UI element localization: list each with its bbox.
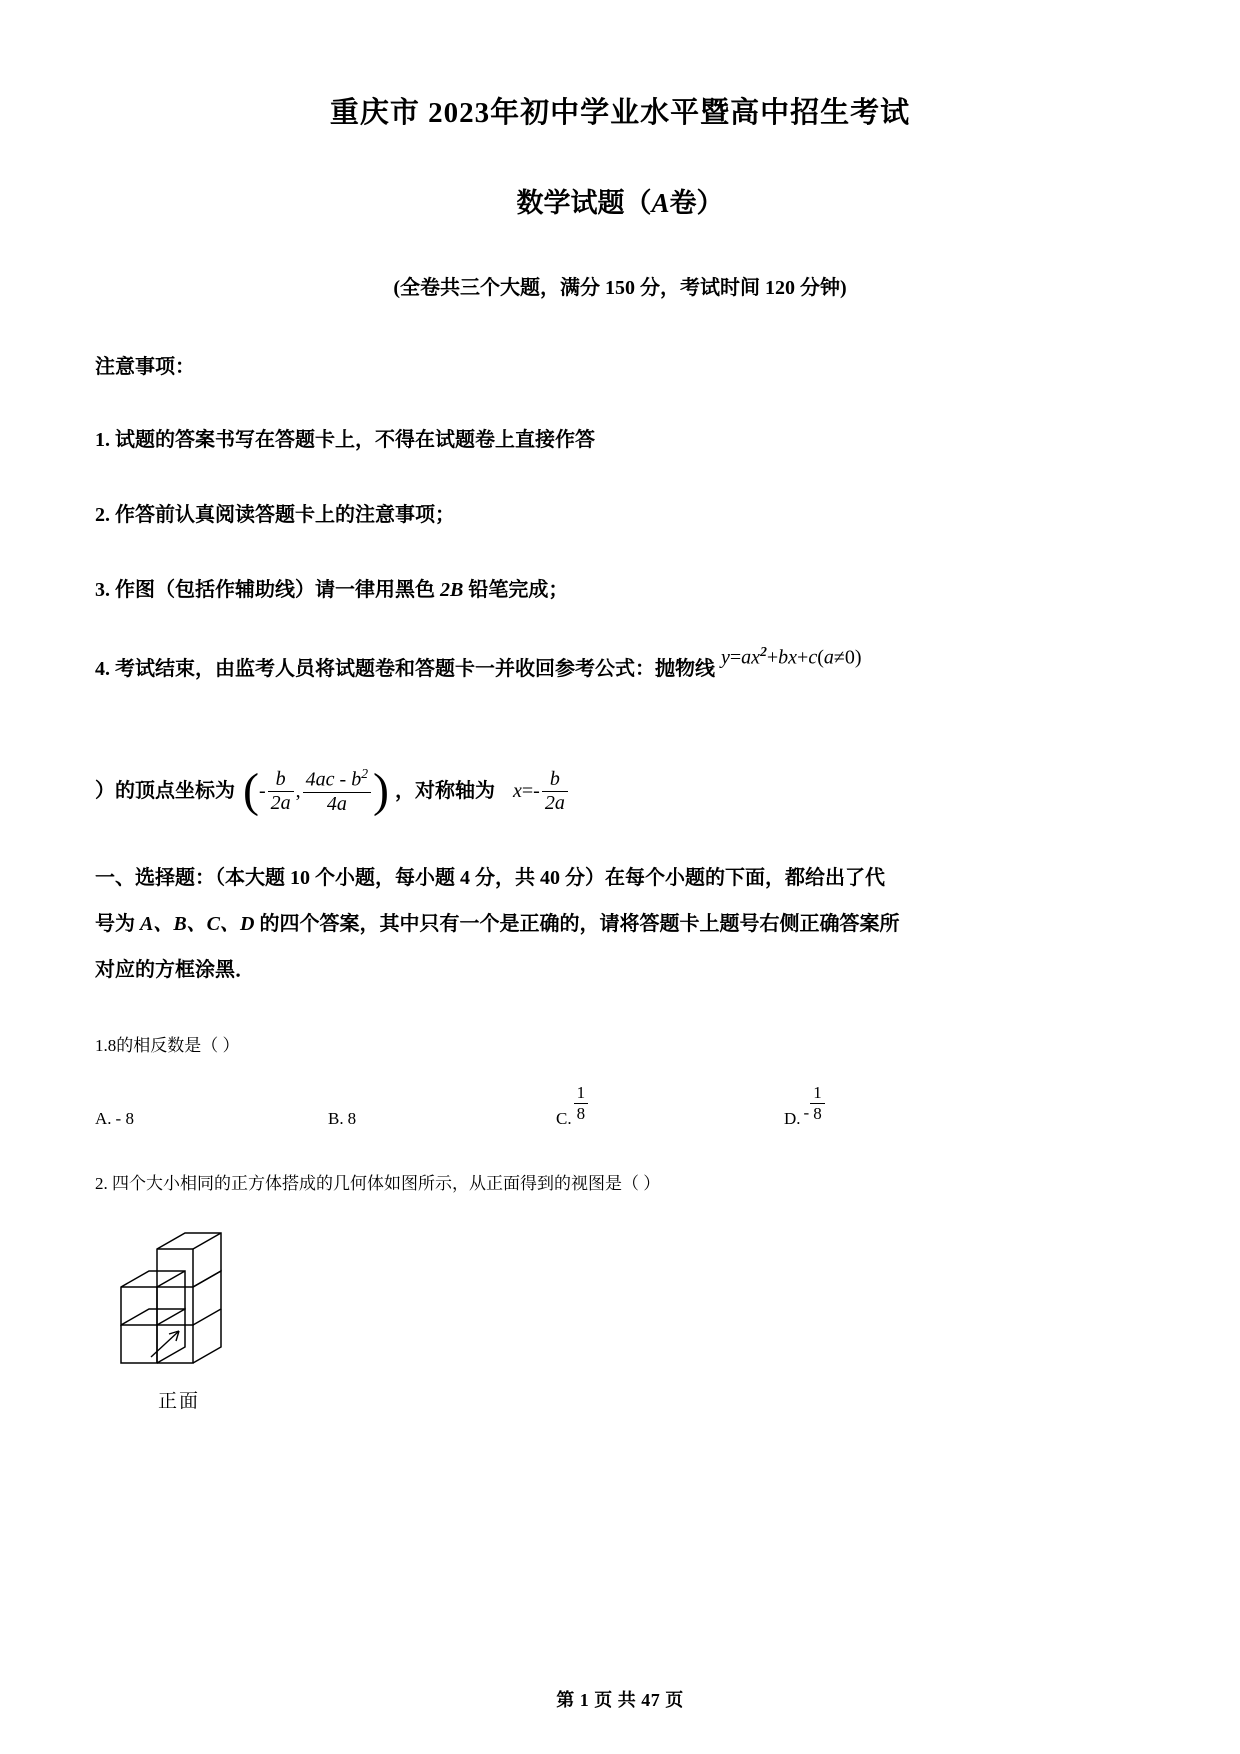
option-b-value: 8	[347, 1109, 357, 1129]
subtitle-suffix: 卷）	[669, 187, 724, 218]
question-2-stem	[95, 1171, 1145, 1197]
option-c-label: C.	[556, 1109, 572, 1129]
formula-a: a	[741, 646, 752, 669]
notice-item-1-text: 试题的答案书写在答题卡上，不得在试题卷上直接作答	[115, 429, 595, 452]
question-1-text: 8的相反数是（ ）	[107, 1035, 240, 1055]
formula-y: y	[721, 646, 730, 669]
notice-item-3-number: 3.	[95, 579, 110, 602]
option-c-numerator: 1	[574, 1084, 589, 1104]
formula-x-2: x	[788, 646, 798, 669]
formula-close-paren: )	[854, 646, 862, 669]
page-title: 重庆市 2023年初中学业水平暨高中招生考试	[329, 97, 911, 129]
notice-item-3-text-after: 铅笔完成；	[463, 579, 569, 602]
subtitle-prefix: 数学试题（	[516, 187, 652, 218]
formula-equals: =	[729, 646, 742, 669]
vertex-2a: 2a	[270, 791, 291, 814]
question-2-text: 四个大小相同的正方体搭成的几何体如图所示，从正面得到的视图是（ ）	[112, 1174, 661, 1194]
notice-item-3	[95, 577, 1145, 604]
option-d-denominator: 8	[813, 1104, 822, 1124]
option-a-label: A.	[95, 1109, 112, 1129]
page-footer: 第 1 页 共 47 页	[556, 1690, 684, 1710]
option-b-label: B.	[328, 1109, 344, 1129]
axis-fraction-b-over-2a	[542, 769, 568, 814]
vertex-numerator	[303, 767, 371, 793]
axis-2a: 2a	[544, 791, 565, 814]
notice-item-1	[95, 427, 1145, 454]
option-b[interactable]	[328, 1109, 556, 1129]
subtitle-volume: A	[651, 187, 670, 218]
notice-heading: 注意事项：	[95, 356, 195, 379]
option-c-denominator: 8	[576, 1104, 586, 1124]
axis-equals-minus: =-	[521, 779, 540, 802]
vertex-coordinates	[243, 763, 389, 817]
notice-item-4-number: 4.	[95, 658, 110, 681]
section-one-choice-letters: A、B、C、D	[140, 912, 255, 935]
notice-item-2	[95, 502, 1145, 529]
question-1-options	[95, 1083, 1145, 1129]
vertex-fraction-discriminant	[303, 767, 371, 815]
formula-open-paren: (	[817, 646, 824, 669]
question-2-number: 2.	[95, 1174, 108, 1194]
notice-item-1-number: 1.	[95, 429, 110, 452]
figure-caption: 正面	[158, 1390, 201, 1412]
option-d[interactable]	[784, 1083, 827, 1129]
formula-b: b	[778, 646, 789, 669]
cube-stack-diagram	[103, 1219, 263, 1379]
document-subtitle	[95, 187, 1145, 219]
vertex-b: b	[268, 769, 294, 792]
formula-not-equal: ≠	[833, 646, 845, 669]
section-one-line-2	[95, 901, 1145, 947]
notice-item-2-number: 2.	[95, 504, 110, 527]
option-c-fraction	[574, 1084, 589, 1123]
vertex-fraction-b-over-2a	[268, 769, 294, 814]
notice-item-4	[95, 643, 1145, 685]
axis-b: b	[542, 769, 568, 792]
notice-item-2-text: 作答前认真阅读答题卡上的注意事项；	[115, 504, 455, 527]
vertex-numerator-exponent: 2	[361, 766, 368, 782]
vertex-axis-row	[95, 763, 1145, 817]
vertex-denominator: 4a	[326, 792, 347, 815]
section-one-line-1: 一、选择题：（本大题 10 个小题，每小题 4 分，共 40 分）在每个小题的下面，都给出了代	[95, 866, 885, 889]
notice-item-3-pencil-grade: 2B	[440, 579, 464, 602]
question-1-stem	[95, 1033, 1145, 1059]
vertex-label: ）的顶点坐标为	[95, 779, 235, 802]
section-one-line-2-prefix: 号为	[95, 912, 140, 935]
option-c[interactable]	[556, 1083, 784, 1129]
option-d-numerator: 1	[810, 1084, 825, 1104]
axis-x: x	[512, 779, 522, 802]
notice-item-3-text-before: 作图（包括作辅助线）请一律用黑色	[115, 579, 440, 602]
vertex-numerator-text: 4ac - b	[305, 768, 362, 791]
vertex-minus: -	[258, 779, 266, 802]
exam-meta: (全卷共三个大题，满分 150 分，考试时间 120 分钟)	[393, 277, 847, 300]
formula-exponent: 2	[760, 643, 767, 659]
formula-c: c	[808, 646, 818, 669]
section-one-heading	[95, 855, 1145, 993]
option-d-label: D.	[784, 1109, 801, 1129]
option-d-sign: -	[803, 1103, 810, 1123]
option-d-fraction	[810, 1084, 825, 1123]
formula-x: x	[751, 646, 761, 669]
question-1-number: 1.	[95, 1035, 108, 1055]
notice-item-4-text: 考试结束，由监考人员将试题卷和答题卡一并收回参考公式：抛物线	[115, 658, 715, 681]
vertex-close-paren: )	[373, 763, 389, 817]
formula-plus-1: +	[766, 646, 779, 669]
axis-of-symmetry	[513, 769, 570, 814]
vertex-open-paren: (	[243, 763, 259, 817]
vertex-comma: ,	[295, 779, 301, 802]
formula-plus-2: +	[797, 646, 809, 669]
parabola-formula	[721, 643, 862, 672]
section-one-line-3: 对应的方框涂黑．	[95, 958, 255, 981]
option-a-value: - 8	[115, 1109, 134, 1129]
question-2-figure	[103, 1219, 1145, 1413]
option-a[interactable]	[95, 1109, 328, 1129]
axis-label: ，对称轴为	[394, 779, 495, 802]
formula-a-2: a	[823, 646, 834, 669]
section-one-line-2-suffix: 的四个答案，其中只有一个是正确的，请将答题卡上题号右侧正确答案所	[254, 912, 900, 935]
formula-zero: 0	[844, 646, 855, 669]
